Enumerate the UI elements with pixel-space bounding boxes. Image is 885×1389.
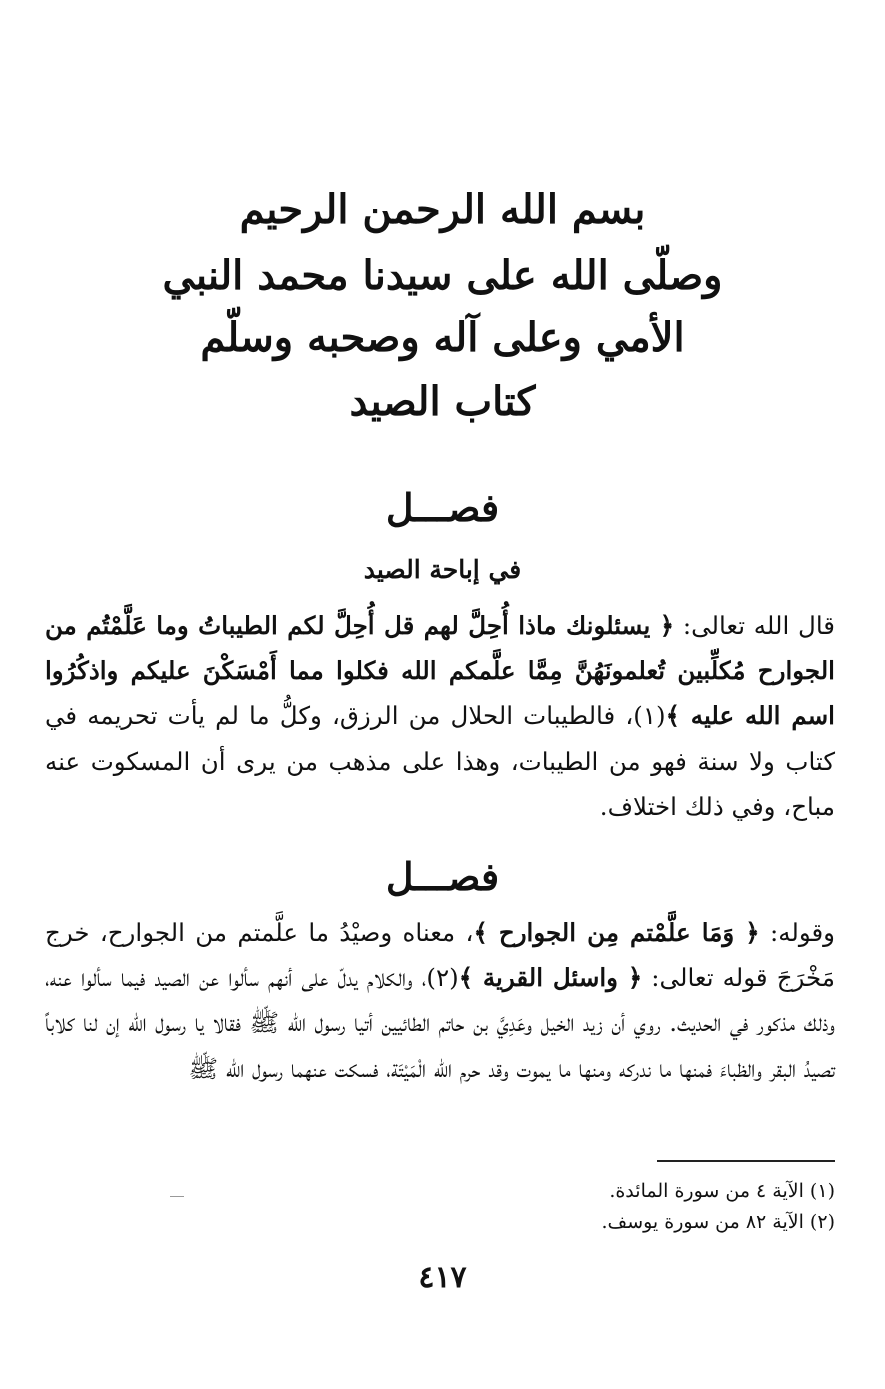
- scan-mark: [170, 1196, 184, 1197]
- section-2-body-2: ، والكلام يدلّ على أنهم سألوا عن الصيد فيما سألوا عنه، وذلك مذكور في الحديث. روي أن زيد الخيل وعَدِيَّ بن حاتم الطائيين أتيا رسول الله ﷺ فقالا يا رسول الله إن لنا كلاباً تصيدُ البقر والظباءَ فمنها ما ندركه ومنها ما يموت وقد حرم الله الْمَيْتَة، فسكت عنهما رسول الله ﷺ: [45, 963, 835, 1083]
- basmala-line: بسم الله الرحمن الرحيم: [239, 186, 646, 233]
- section-2-body-1: ، معناه وصيْدُ ما علَّمتم من الجوارح، خرج مَخْرَجَ قوله تعالى:: [45, 918, 835, 993]
- section-1-quran-quote: ﴿ يسئلونك ماذا أُحِلَّ لهم قل أُحِلَّ لكم الطيباتُ وما عَلَّمْتُم من الجوارح مُكلِّبين تُعلمونَهُنَّ مِمَّا علَّمكم الله فكلوا مما أَمْسَكْنَ عليكم واذكُرُوا اسم الله عليه ﴾: [45, 611, 835, 731]
- section-1-title: فصـــل: [385, 485, 500, 530]
- footnote-marker-1: (١): [633, 701, 666, 731]
- section-2-intro: وقوله:: [759, 918, 836, 947]
- section-2-quran-quote-2: ﴿ واسئل القرية ﴾: [458, 963, 643, 993]
- page-number: ٤١٧: [418, 1260, 467, 1295]
- book-title: كتاب الصيد: [349, 378, 536, 425]
- section-1-intro: قال الله تعالى:: [674, 611, 835, 640]
- salutation-line-2: الأمي وعلى آله وصحبه وسلّم: [200, 314, 685, 361]
- footnote-separator: [657, 1160, 835, 1162]
- footnote-1: (١) الآية ٤ من سورة المائدة.: [609, 1180, 835, 1202]
- section-1-paragraph: [45, 603, 835, 829]
- section-2-quran-quote-1: ﴿ وَمَا علَّمْتم مِن الجوارح ﴾: [473, 918, 760, 947]
- section-1-body: ، فالطيبات الحلال من الرزق، وكلُّ ما لم يأت تحريمه في كتاب ولا سنة فهو من الطيبات، وهذا على مذهب من يرى أن المسكوت عنه مباح، وفي ذلك اختلاف.: [45, 701, 835, 821]
- salutation-line-1: وصلّى الله على سيدنا محمد النبي: [162, 252, 723, 299]
- footnote-2: (٢) الآية ٨٢ من سورة يوسف.: [601, 1211, 835, 1233]
- section-2-paragraph: [45, 910, 835, 1091]
- section-1-subtitle: في إباحة الصيد: [363, 555, 522, 584]
- section-2-title: فصـــل: [385, 854, 500, 899]
- footnote-marker-2: (٢): [426, 963, 459, 993]
